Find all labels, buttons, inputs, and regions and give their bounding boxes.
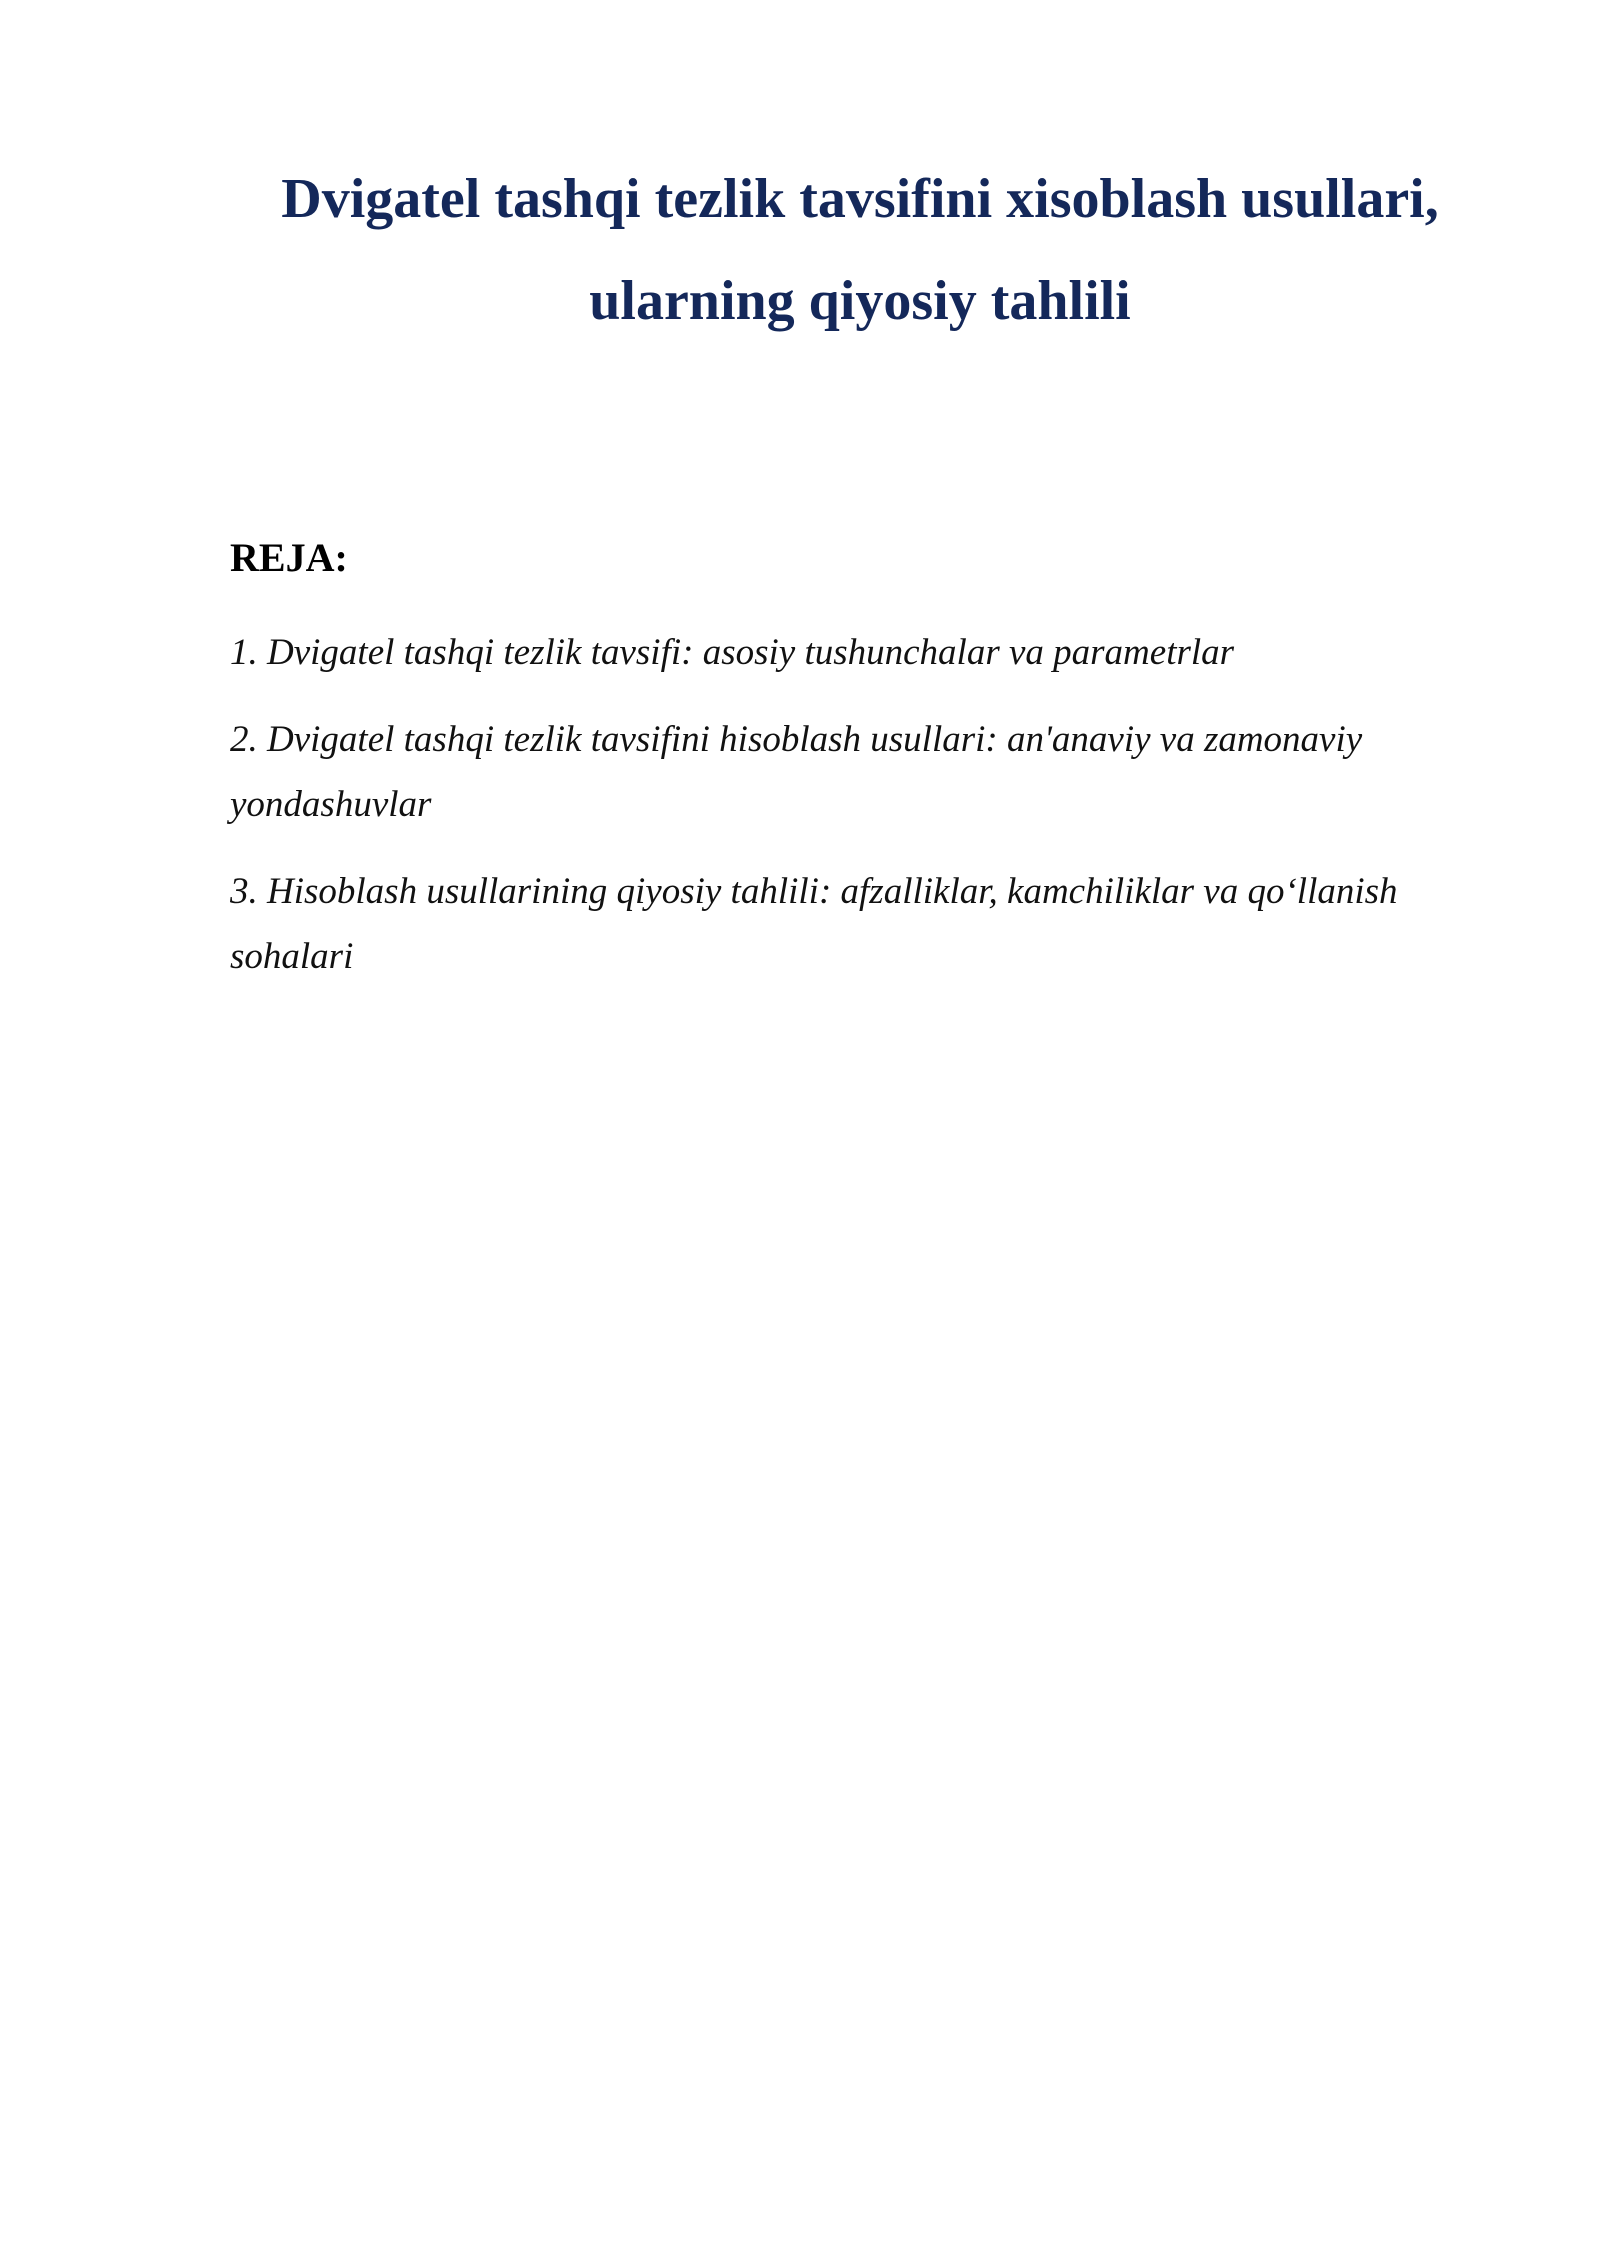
plan-item-1: 1. Dvigatel tashqi tezlik tavsifi: asosiy tushunchalar va parametrlar bbox=[230, 632, 1235, 673]
title-line-2: ularning qiyosiy tahlili bbox=[589, 270, 1131, 332]
page-title bbox=[230, 148, 1490, 352]
plan-item-3: 3. Hisoblash usullarining qiyosiy tahlili: afzalliklar, kamchiliklar va qo‘llanish sohalari bbox=[230, 871, 1398, 977]
plan-list bbox=[230, 620, 1440, 1011]
plan-heading: REJA: bbox=[230, 535, 348, 580]
plan-item-2: 2. Dvigatel tashqi tezlik tavsifini hisoblash usullari: an'anaviy va zamonaviy yondashuvlar bbox=[230, 719, 1363, 825]
title-line-1: Dvigatel tashqi tezlik tavsifini xisoblash usullari, bbox=[281, 168, 1439, 230]
